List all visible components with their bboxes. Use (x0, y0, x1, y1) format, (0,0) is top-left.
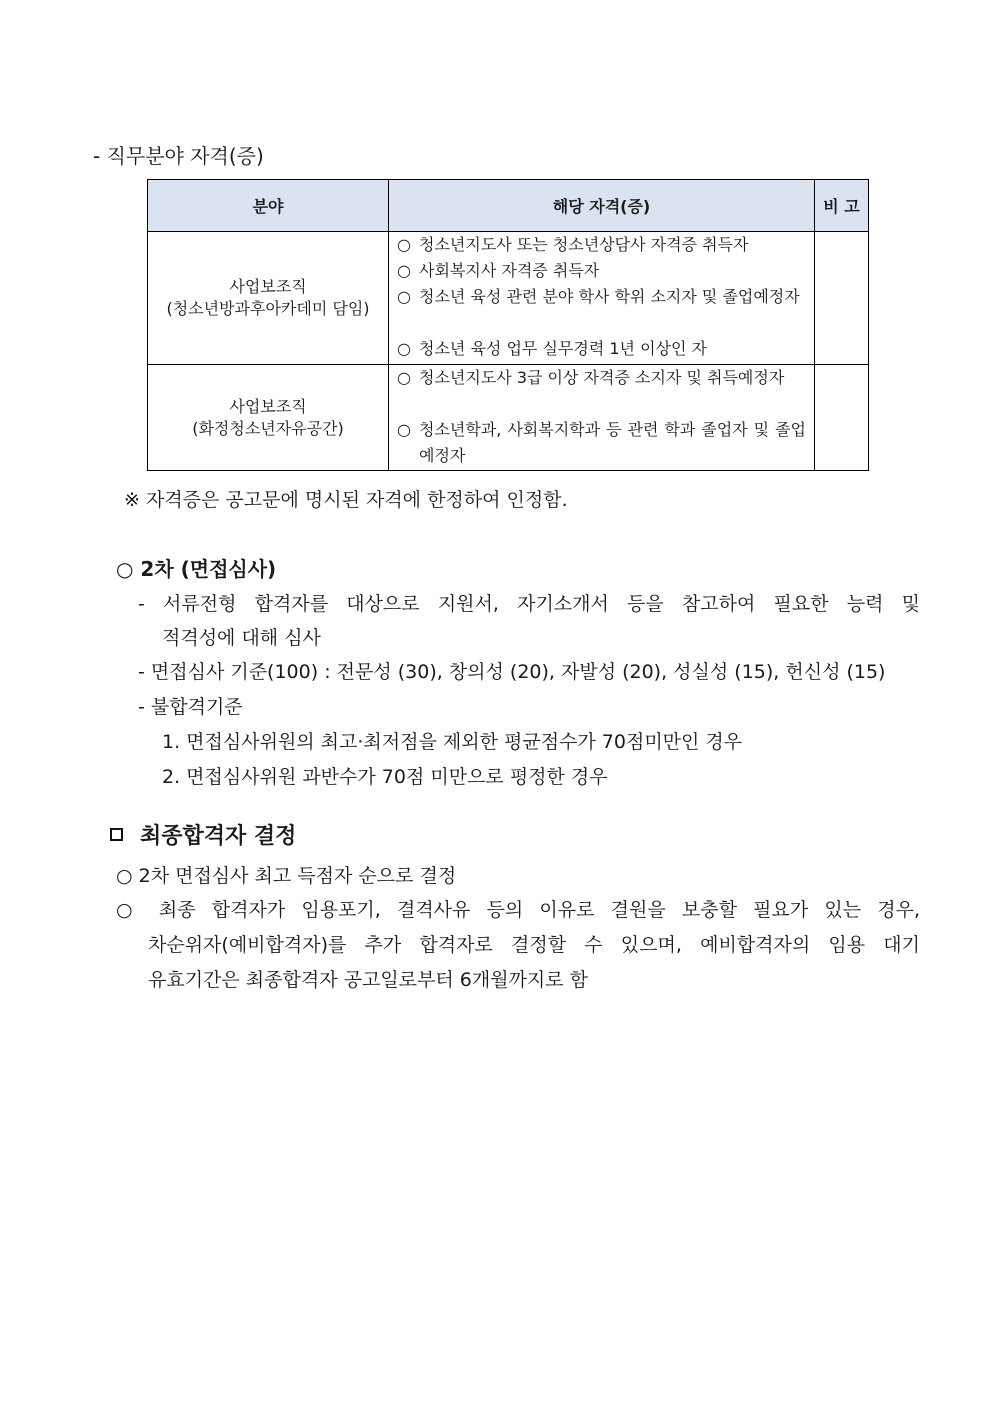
fail-criteria-heading: - 불합격기준 (138, 696, 243, 718)
qualification-footnote: ※ 자격증은 공고문에 명시된 자격에 한정하여 인정함. (124, 489, 568, 511)
field-title: 사업보조직 (229, 396, 307, 416)
header-note: 비 고 (814, 179, 869, 232)
interview-bullet-1-cont: 적격성에 대해 심사 (162, 627, 321, 649)
list-item: ○ 청소년지도사 또는 청소년상담사 자격증 취득자 (397, 232, 806, 258)
circle-bullet-icon: ○ (397, 235, 411, 254)
field-subtitle: (화정청소년자유공간) (192, 418, 344, 438)
table-row-2-field (147, 364, 389, 471)
list-item: ○ 청소년 육성 관련 분야 학사 학위 소지자 및 졸업예정자 (397, 284, 806, 310)
final-bullet-1: ○ 2차 면접심사 최고 득점자 순으로 결정 (116, 865, 457, 887)
table-row-1-field (147, 231, 389, 365)
header-field: 분야 (147, 179, 389, 232)
circle-bullet-icon: ○ (397, 368, 411, 387)
final-bullet-2-cont2: 유효기간은 최종합격자 공고일로부터 6개월까지로 함 (148, 969, 589, 991)
final-section-title: 최종합격자 결정 (140, 824, 297, 849)
circle-bullet-icon: ○ (397, 261, 411, 280)
table-row-1-note (814, 231, 869, 365)
field-title: 사업보조직 (229, 277, 307, 296)
list-item: ○ 청소년지도사 3급 이상 자격증 소지자 및 취득예정자 (397, 365, 806, 391)
final-bullet-2-cont1: 차순위자(예비합격자)를 추가 합격자로 결정할 수 있으며, 예비합격자의 임용 대기 (148, 934, 920, 956)
final-bullet-2: ○ 최종 합격자가 임용포기, 결격사유 등의 이유로 결원을 보충할 필요가 있는 경우, (116, 899, 920, 921)
interview-criteria: - 면접심사 기준(100) : 전문성 (30), 창의성 (20), 자발성 (20), 성실성 (15), 헌신성 (15) (138, 661, 886, 683)
interview-section-title: ○ 2차 (면접심사) (116, 557, 277, 581)
table-row-1-qualifications (388, 231, 815, 365)
qualification-table (147, 179, 869, 471)
circle-bullet-icon: ○ (397, 420, 411, 439)
square-bullet-icon (110, 828, 123, 841)
table-row-2-qualifications (388, 364, 815, 471)
list-item: ○ 청소년학과, 사회복지학과 등 관련 학과 졸업자 및 졸업예정자 (397, 417, 806, 469)
circle-bullet-icon: ○ (397, 287, 411, 306)
interview-bullet-1: - 서류전형 합격자를 대상으로 지원서, 자기소개서 등을 참고하여 필요한 능력 및 (138, 593, 920, 615)
fail-criterion-1: 1. 면접심사위원의 최고·최저점을 제외한 평균점수가 70점미만인 경우 (162, 731, 743, 753)
job-qual-heading: - 직무분야 자격(증) (93, 144, 264, 168)
list-item: ○ 사회복지사 자격증 취득자 (397, 258, 806, 284)
circle-bullet-icon: ○ (397, 339, 411, 358)
list-item: ○ 청소년 육성 업무 실무경력 1년 이상인 자 (397, 336, 806, 362)
table-row-2-note (814, 364, 869, 471)
header-qualification: 해당 자격(증) (388, 179, 815, 232)
fail-criterion-2: 2. 면접심사위원 과반수가 70점 미만으로 평정한 경우 (162, 766, 608, 788)
field-subtitle: (청소년방과후아카데미 담임) (166, 299, 370, 318)
